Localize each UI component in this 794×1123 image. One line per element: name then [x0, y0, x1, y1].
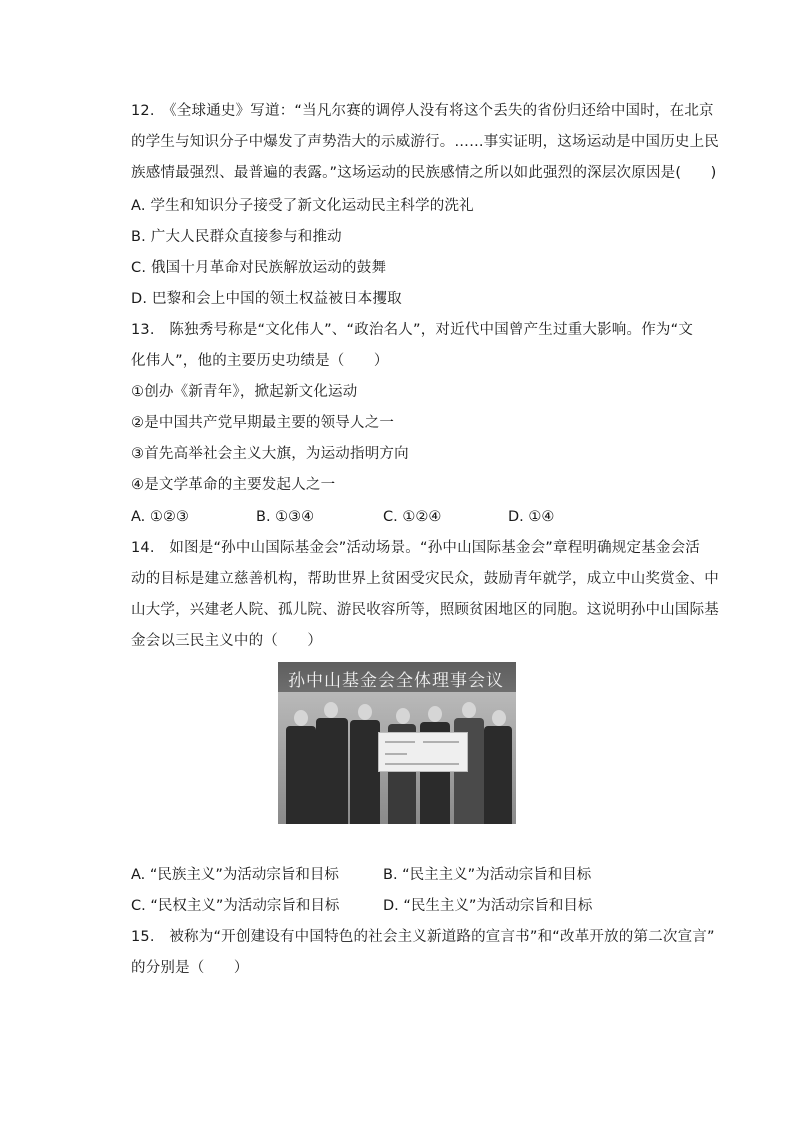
q14-option-b: B. “民主主义”为活动宗旨和目标 [383, 867, 592, 883]
q13-line-1: 13. 陈独秀号称是“文化伟人”、“政治名人”，对近代中国曾产生过重大影响。作为“文 [131, 322, 694, 338]
q14-line-2: 动的目标是建立慈善机构，帮助世界上贫困受灾民众，鼓励青年就学，成立中山奖赏金、中 [131, 571, 719, 587]
photo-banner-text: 孙中山基金会全体理事会议 [288, 671, 504, 691]
q12-line-3: 族感情最强烈、最普遍的表露。”这场运动的民族感情之所以如此强烈的深层次原因是( ) [131, 165, 717, 181]
q15-line-1: 15. 被称为“开创建设有中国特色的社会主义新道路的宣言书”和“改革开放的第二次宣言” [131, 929, 715, 945]
q12-option-a: A. 学生和知识分子接受了新文化运动民主科学的洗礼 [131, 198, 474, 214]
q14-option-d: D. “民生主义”为活动宗旨和目标 [383, 898, 593, 914]
q13-item-2: ②是中国共产党早期最主要的领导人之一 [131, 415, 395, 431]
q13-item-1: ①创办《新青年》，掀起新文化运动 [131, 384, 358, 400]
q12-option-c: C. 俄国十月革命对民族解放运动的鼓舞 [131, 260, 387, 276]
q13-option-c: C. ①②④ [383, 509, 442, 525]
q14-line-3: 山大学，兴建老人院、孤儿院、游民收容所等，照顾贫困地区的同胞。这说明孙中山国际基 [131, 602, 719, 618]
q12-line-1: 12. 《全球通史》写道：“当凡尔赛的调停人没有将这个丢失的省份归还给中国时，在北京 [131, 103, 714, 119]
ceremonial-check [378, 732, 468, 772]
q13-item-3: ③首先高举社会主义大旗，为运动指明方向 [131, 446, 409, 462]
q12-option-b: B. 广大人民群众直接参与和推动 [131, 229, 342, 245]
q14-option-a: A. “民族主义”为活动宗旨和目标 [131, 867, 339, 883]
photo-banner [278, 662, 516, 692]
q13-option-d: D. ①④ [508, 509, 555, 525]
q14-option-c: C. “民权主义”为活动宗旨和目标 [131, 898, 340, 914]
q13-line-2: 化伟人”，他的主要历史功绩是（ ） [131, 353, 389, 369]
q12-option-d: D. 巴黎和会上中国的领土权益被日本攫取 [131, 291, 402, 307]
q13-item-4: ④是文学革命的主要发起人之一 [131, 477, 336, 493]
q14-line-1: 14. 如图是“孙中山国际基金会”活动场景。“孙中山国际基金会”章程明确规定基金会活 [131, 540, 701, 556]
q14-line-4: 金会以三民主义中的（ ） [131, 633, 323, 649]
q13-option-a: A. ①②③ [131, 509, 189, 525]
q15-line-2: 的分别是（ ） [131, 960, 249, 976]
q12-line-2: 的学生与知识分子中爆发了声势浩大的示威游行。……事实证明，这场运动是中国历史上民 [131, 134, 719, 150]
event-photo [278, 662, 516, 824]
q13-option-b: B. ①③④ [256, 509, 315, 525]
